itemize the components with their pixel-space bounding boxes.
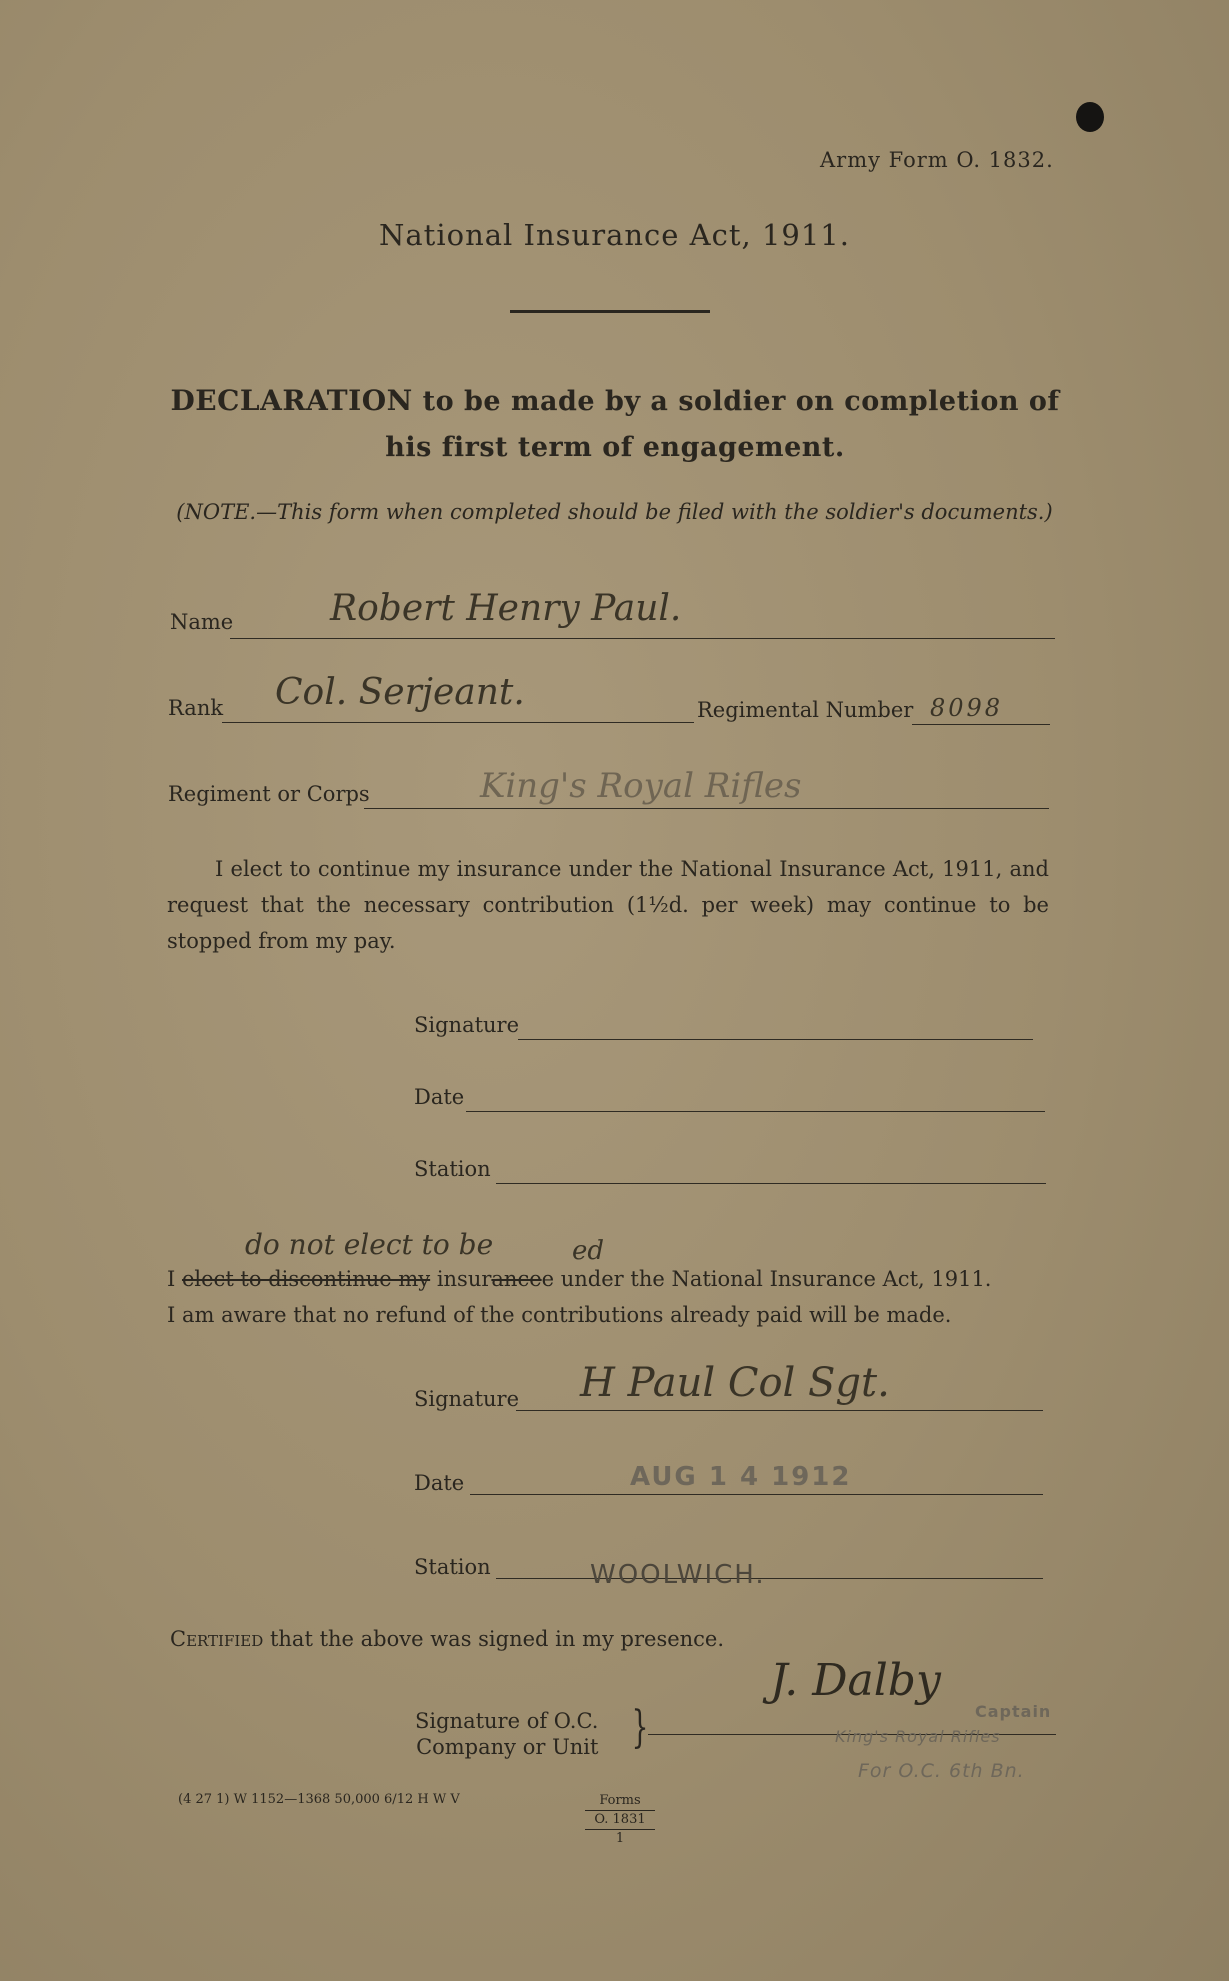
regiment-line <box>364 808 1049 809</box>
discontinue-date-label: Date <box>414 1471 465 1495</box>
discontinue-struck-text: elect to discontinue my <box>181 1267 431 1291</box>
oc-label-line2: Company or Unit <box>416 1735 599 1759</box>
declaration-heading-line2: his first term of engagement. <box>385 432 845 463</box>
rank-line <box>222 722 694 723</box>
certification-text <box>170 1627 724 1651</box>
name-value: Robert Henry Paul. <box>330 588 682 629</box>
discontinue-signature-label: Signature <box>414 1387 520 1411</box>
continue-date-line <box>466 1111 1045 1112</box>
discontinue-word: insur <box>430 1267 492 1291</box>
punch-hole <box>1076 102 1104 132</box>
oc-signature-label <box>415 1708 598 1760</box>
discontinue-annotation-ed: ed <box>572 1236 605 1266</box>
name-label: Name <box>170 610 234 634</box>
regimental-number-label: Regimental Number <box>697 698 914 722</box>
rank-label: Rank <box>168 696 224 720</box>
regimental-number-value: 8098 <box>930 694 1004 722</box>
discontinue-signature-line <box>516 1410 1043 1411</box>
forms-sub: 1 <box>615 1831 625 1846</box>
discontinue-station-line <box>496 1578 1043 1579</box>
rank-value: Col. Serjeant. <box>275 672 525 713</box>
regiment-value: King's Royal Rifles <box>480 766 802 806</box>
continue-signature-line <box>518 1039 1033 1040</box>
continue-station-label: Station <box>414 1157 491 1181</box>
continue-election-text: I elect to continue my insurance under the National Insurance Act, 1911, and request that the necessary contribution (1½d. per week) may continue to be stopped from my pay. <box>167 857 1049 953</box>
oc-brace: } <box>631 1702 649 1753</box>
forms-number: O. 1831 <box>585 1810 655 1830</box>
discontinue-prefix: I <box>167 1267 182 1291</box>
discontinue-election-line2: I am aware that no refund of the contributions already paid will be made. <box>167 1303 952 1327</box>
declaration-heading <box>165 378 1065 471</box>
forms-reference <box>585 1792 655 1848</box>
oc-signature-value: J. Dalby <box>770 1655 941 1706</box>
continue-station-line <box>496 1183 1046 1184</box>
certification-rest: that the above was signed in my presence. <box>263 1627 725 1651</box>
filing-note: (NOTE.—This form when completed should be filed with the soldier's documents.) <box>176 500 1053 524</box>
form-number: Army Form O. 1832. <box>820 148 1054 172</box>
discontinue-struck-suffix: ance <box>491 1267 542 1291</box>
oc-label-line1: Signature of O.C. <box>415 1709 599 1733</box>
forms-label: Forms <box>599 1793 641 1808</box>
stamp-for-oc: For O.C. 6th Bn. <box>858 1760 1025 1782</box>
station-stamp: WOOLWICH. <box>590 1560 766 1590</box>
discontinue-station-label: Station <box>414 1555 491 1579</box>
continue-signature-label: Signature <box>414 1013 520 1037</box>
regiment-label: Regiment or Corps <box>168 782 370 806</box>
continue-date-label: Date <box>414 1085 465 1109</box>
print-code: (4 27 1) W 1152—1368 50,000 6/12 H W V <box>178 1792 460 1807</box>
declaration-bold-word: DECLARATION <box>170 384 413 417</box>
stamp-regiment: King's Royal Rifles <box>835 1727 1001 1746</box>
discontinue-annotation: do not elect to be <box>245 1228 494 1261</box>
regimental-number-line <box>912 724 1050 725</box>
date-stamp: AUG 1 4 1912 <box>630 1462 852 1492</box>
page-title: National Insurance Act, 1911. <box>379 218 850 252</box>
name-line <box>230 638 1055 639</box>
discontinue-signature-value: H Paul Col Sgt. <box>580 1360 890 1406</box>
declaration-heading-rest: to be made by a soldier on completion of <box>412 386 1060 417</box>
discontinue-date-line <box>470 1494 1043 1495</box>
discontinue-rest: e under the National Insurance Act, 1911. <box>541 1267 992 1291</box>
certified-word: Certified <box>170 1627 264 1651</box>
discontinue-election-line1 <box>167 1261 1049 1297</box>
stamp-captain: Captain <box>975 1702 1052 1721</box>
title-rule <box>510 310 710 313</box>
